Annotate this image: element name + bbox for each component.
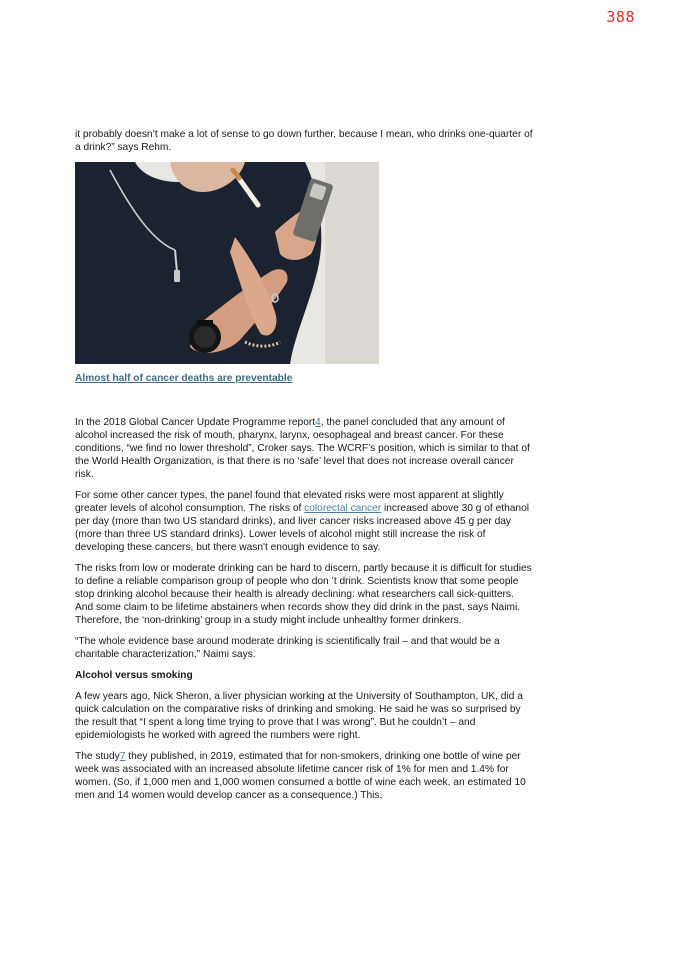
paragraph-text: In the 2018 Global Cancer Update Programme report xyxy=(75,417,316,428)
paragraph-nick-sheron: A few years ago, Nick Sheron, a liver physician working at the University of Southampton, UK, did a quick calculation on the comparative risks of drinking and smoking. He said he was so surprised by the result that “I spent a long time trying to prove that I was wrong”. But he couldn’t – and epidemiologists he worked with agreed the numbers were right. xyxy=(75,691,523,741)
paragraph-text: increased above 30 g of ethanol per day (more than two US standard drinks), and liver cancer risks increased above 45 g per day (more than three US standard drinks). Lower levels of alcohol might still increase the risk of developing these cancers, but there wasn't enough evidence to say. xyxy=(75,503,530,553)
photo-caption-link[interactable]: Almost half of cancer deaths are preventable xyxy=(75,373,293,384)
reference-link-7[interactable]: 7 xyxy=(119,751,126,762)
person-smoking-cigarette-holding-lighter-icon xyxy=(75,162,379,364)
colorectal-cancer-link[interactable]: colorectal cancer xyxy=(304,503,382,514)
paragraph-study-2019 xyxy=(75,750,533,802)
paragraph-moderate-drinking-risks: The risks from low or moderate drinking can be hard to discern, partly because it is difficult for studies to define a reliable comparison group of people who don ’t drink. Scientists know that some people stop drinking alcohol because their health is already declining: what researchers call sick-quitters. And some claim to be lifetime abstainers when records show they did drink in the past, says Naimi. Therefore, the ‘non-drinking’ group in a study might include unhealthy former drinkers. xyxy=(75,563,532,626)
paragraph-naimi-quote: “The whole evidence base around moderate drinking is scientifically frail – and that would be a charitable characterization,” Naimi says. xyxy=(75,636,500,660)
paragraph-text: The study xyxy=(75,751,120,762)
paragraph-other-cancer-types xyxy=(75,489,533,554)
reference-link-4[interactable]: 4 xyxy=(315,417,321,428)
paragraph-text: For some other cancer types, the panel found that elevated risks were most apparent at slightly greater levels of alcohol consumption. The risks of xyxy=(75,490,504,514)
paragraph-text: they published, in 2019, estimated that for non-smokers, drinking one bottle of wine per week was associated with an increased absolute lifetime cancer risk of 1% for men and 1.4% for women. (So, if 1,000 men and 1,000 women consumed a bottle of wine each week, an estimated 10 men and 14 women would develop cancer as a consequence.) This, xyxy=(75,751,526,801)
section-heading: Alcohol versus smoking xyxy=(75,670,193,681)
page-number: 388 xyxy=(606,8,635,26)
paragraph-text: , the panel concluded that any amount of alcohol increased the risk of mouth, pharynx, larynx, oesophageal and breast cancer. For these conditions, “we find no lower threshold”, Croker says. The WCRF’s position, which is similar to that of the World Health Organization, is that there is no ‘safe’ level that does not increase overall cancer risk. xyxy=(75,417,530,480)
paragraph-global-cancer-update xyxy=(75,416,533,481)
article-photo xyxy=(75,162,379,364)
article-body xyxy=(75,128,533,810)
intro-paragraph: it probably doesn’t make a lot of sense to go down further, because I mean, who drinks one-quarter of a drink?” says Rehm. xyxy=(75,129,533,153)
